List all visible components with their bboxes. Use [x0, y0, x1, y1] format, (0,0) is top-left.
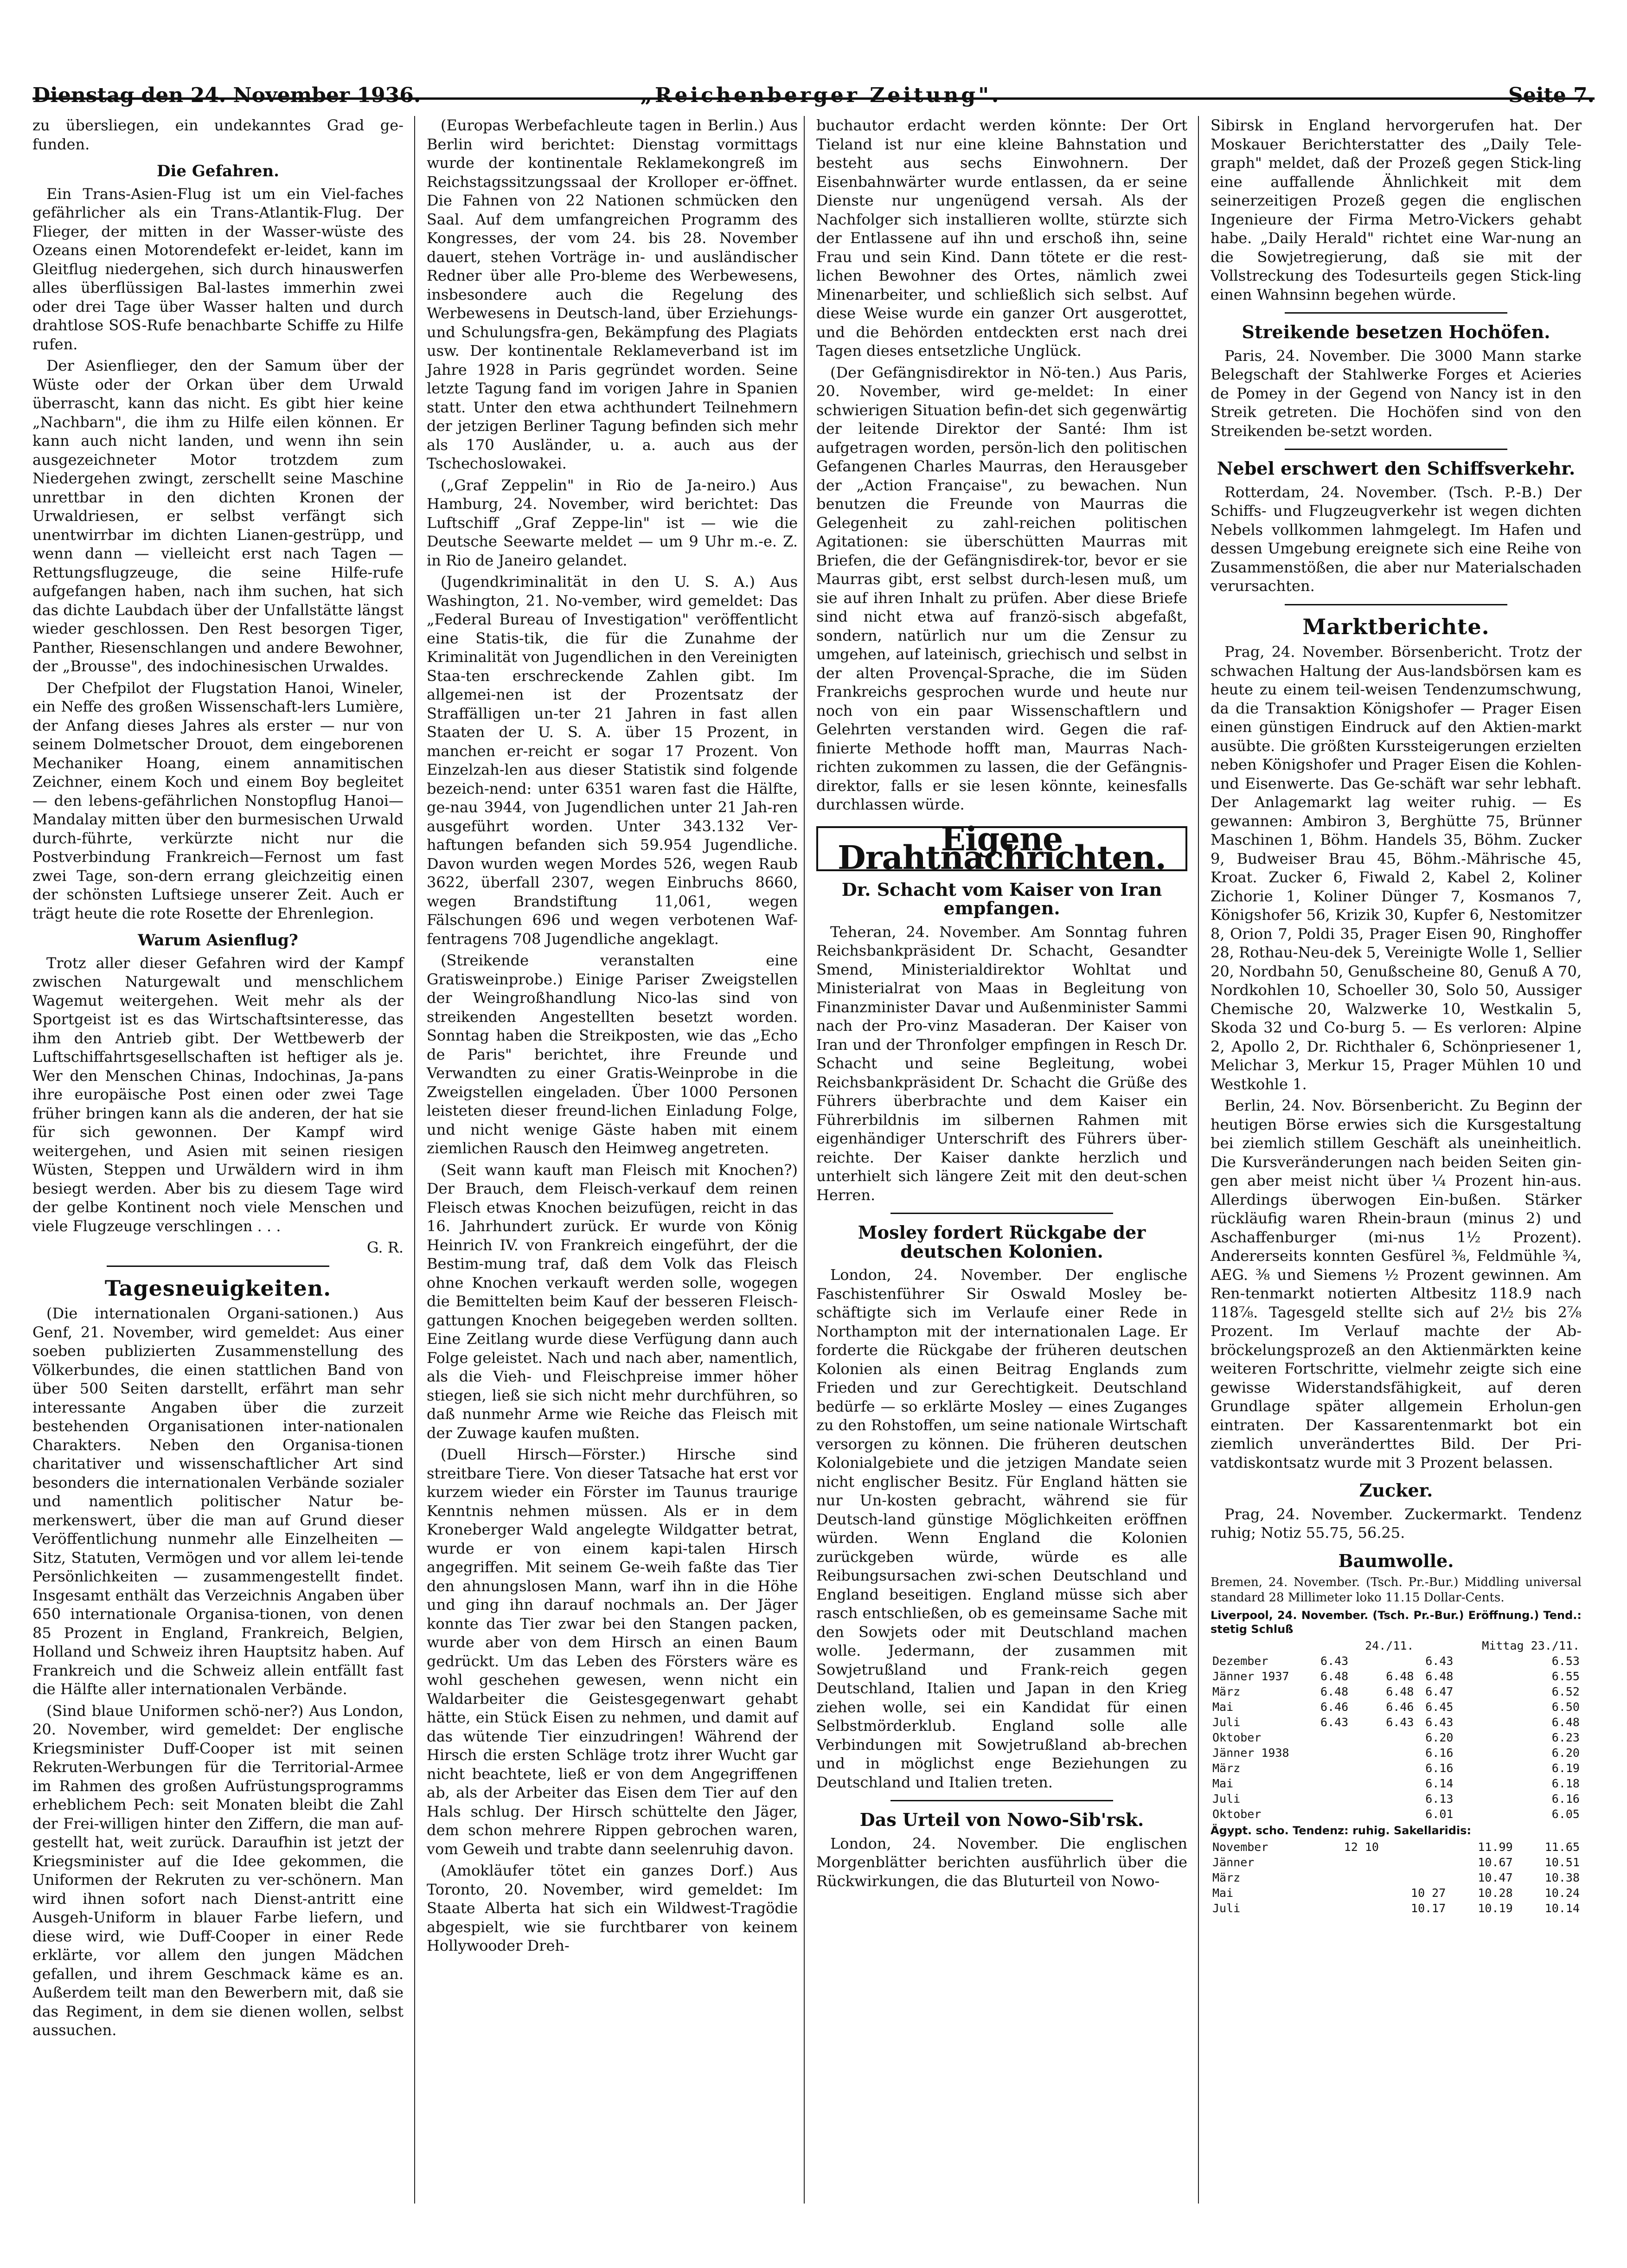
table-cell: Mai: [1212, 1886, 1234, 1900]
table-cell: 6.50: [1551, 1700, 1580, 1714]
column-rule: [414, 116, 415, 2204]
table-cell: 6.16: [1425, 1761, 1454, 1775]
table-row: [1211, 1684, 1582, 1699]
table-cell: 6.48: [1320, 1685, 1349, 1698]
separator: [1285, 604, 1507, 605]
news-item: Teheran, 24. November. Am Sonntag fuhren Reichsbankpräsident Dr. Schacht, Gesandter Smend, Ministerialdirektor Wohltat und Ministerialrat von Maas in Begleitung von Finanzminister Davar und Außenminister Sammi nach der Pro-vinz Masaderan. Der Kaiser von Iran und der Thronfolger empfingen in Resch Dr. Schacht und seine Begleitung, wobei Reichsbankpräsident Dr. Schacht die Grüße des Führers überbrachte und dem Kaiser ein Führerbildnis im silbernen Rahmen mit eigenhändiger Unterschrift des Führers über-reichte. Der Kaiser dankte herzlich und unterhielt sich längere Zeit mit den deut-schen Herren.: [816, 923, 1187, 1204]
table-row: [1211, 1653, 1582, 1669]
table-cell: 6.52: [1551, 1685, 1580, 1698]
table-cell: [1350, 1806, 1416, 1822]
table-cell: [1311, 1806, 1350, 1822]
table-cell: Oktober: [1212, 1807, 1262, 1821]
table-cell: 10.51: [1544, 1856, 1580, 1869]
table-cell: März: [1212, 1871, 1241, 1884]
column-4: [1211, 116, 1582, 1916]
table-cell: Dezember: [1212, 1654, 1268, 1668]
table-cell: [1350, 1791, 1416, 1806]
table-cell: Jänner: [1212, 1856, 1255, 1869]
table-row: [1211, 1855, 1582, 1870]
table-cell: [1350, 1745, 1416, 1760]
liverpool-table: [1211, 1638, 1582, 1822]
table-cell: 6.46: [1386, 1700, 1414, 1714]
table-cell: Juli: [1212, 1902, 1241, 1915]
section-title: Eigene Drahtnachrichten.: [816, 826, 1187, 871]
table-row: [1211, 1839, 1582, 1855]
table-cell: 11.65: [1544, 1840, 1580, 1854]
table-cell: 10.38: [1544, 1871, 1580, 1884]
table-cell: [1311, 1745, 1350, 1760]
column-rule: [804, 116, 805, 2204]
table-cell: März: [1212, 1761, 1241, 1775]
table-cell: 10.47: [1478, 1871, 1513, 1884]
table-cell: [1314, 1855, 1381, 1870]
table-cell: 10.17: [1411, 1902, 1446, 1915]
table-cell: 11.99: [1478, 1840, 1513, 1854]
section-title: Tagesneuigkeiten.: [104, 1275, 332, 1301]
table-header-cell: [1311, 1638, 1350, 1653]
table-cell: [1350, 1776, 1416, 1791]
market-report: Prag, 24. November. Zuckermarkt. Tendenz ruhig; Notiz 55.75, 56.25.: [1211, 1505, 1582, 1542]
news-item: London, 24. November. Die englischen Morgenblätter berichten ausführlich über die Rückwirkungen, die das Bluturteil von Nowo-: [816, 1834, 1187, 1890]
table-cell: 10.67: [1478, 1856, 1513, 1869]
table-cell: [1350, 1730, 1416, 1745]
table-cell: Oktober: [1212, 1731, 1262, 1744]
article-paragraph: Trotz aller dieser Gefahren wird der Kampf zwischen Naturgewalt und menschlichem Wagemut weitergehen. Weit mehr als der Sportgeist ist es das Wirtschaftsinteresse, das ihm den Antrieb gibt. Der Wettbewerb der Luftschiffahrtsgesellschaften ist heftiger als je. Wer den Menschen Chinas, Indochinas, Ja-pans ihre europäische Post einen oder zwei Tage früher bringen kann als die anderen, der hat sie für sich gewonnen. Der Kampf wird weitergehen, und Asien mit seinen riesigen Wüsten, Steppen und Urwäldern wird in ihm besiegt werden. Aber bis zu diesem Tage wird der gelbe Kontinent noch viele Menschen und viele Flugzeuge verschlingen . . .: [32, 954, 404, 1235]
table-cell: 6.20: [1425, 1731, 1454, 1744]
table-row: [1211, 1715, 1582, 1730]
table-cell: 6.45: [1425, 1700, 1454, 1714]
article-paragraph: Der Asienflieger, den der Samum über der Wüste oder der Orkan über dem Urwald überrascht, kann das nicht. Es gibt hier keine „Nachbarn", die ihm zu Hilfe eilen können. Er kann auch nicht landen, und wenn ihn sein ausgezeichneter Motor trotzdem zum Niedergehen zwingt, zerschellt seine Maschine unrettbar in den dichten Kronen der Urwaldriesen, er selbst verfängt sich unentwirrbar im dichten Lianen-gestrüpp, und wenn dann — vielleicht erst nach Tagen — Rettungsflugzeuge, die seine Hilfe-rufe aufgefangen haben, nach ihm suchen, hat sich das dichte Laubdach über der Unfallstätte längst wieder geschlossen. Den Rest besorgen Tiger, Panther, Riesenschlangen und andere Bewohner, der „Brousse", des indochinesischen Urwaldes.: [32, 357, 404, 675]
news-item: Rotterdam, 24. November. (Tsch. P.-B.) Der Schiffs- und Flugzeugverkehr ist wegen dichten Nebels vollkommen lahmgelegt. Im Hafen und dessen Umgebung ereignete sich eine Reihe von Zusammenstößen, die aber nur Materialschaden verursachten.: [1211, 483, 1582, 595]
market-report: Berlin, 24. Nov. Börsenbericht. Zu Beginn der heutigen Börse erwies sich die Kursgestaltung bei ziemlich stillem Geschäft als uneinheitlich. Die Kursveränderungen nach beiden Seiten gin-gen aber meist nicht über ¼ Prozent hin-aus. Allerdings überwogen Ein-bußen. Stärker rückläufig waren Rhein-braun (minus 2) und Aschaffenburger (mi-nus 1½ Prozent). Andererseits konnten Gesfürel ⅜, Feldmühle ¾, AEG. ⅜ und Siemens ½ Prozent gewinnen. Am Ren-tenmarkt notierten Altbesitz 118.9 nach 118⅞. Tagesgeld stellte sich auf 2½ bis 2⅞ Prozent. Im Verlauf machte der Ab-bröckelungsprozeß an den Aktienmärkten keine weiteren Fortschritte, vielmehr zeigte sich eine gewisse Widerstandsfähigkeit, auf deren Grundlage später allgemein Erholun-gen eintraten. Der Kassarentenmarkt bot ein ziemlich unveränderttes Bild. Der Pri-vatdiskontsatz wurde mit 3 Prozent belassen.: [1211, 1097, 1582, 1471]
news-item: (Amokläufer tötet ein ganzes Dorf.) Aus Toronto, 20. November, wird gemeldet: Im Staate Alberta hat sich ein Wildwest-Tragödie abgespielt, wie sie furchtbarer von keinem Hollywooder Dreh-: [427, 1862, 798, 1954]
header-page-number: Seite 7.: [1508, 84, 1595, 107]
separator: [107, 1266, 329, 1267]
table-cell: 6.16: [1551, 1792, 1580, 1805]
table-cell: Juli: [1212, 1715, 1241, 1729]
section-heading: Die Gefahren.: [156, 162, 279, 180]
table-header-cell: 24./11.: [1365, 1639, 1414, 1652]
table-cell: 6.48: [1386, 1685, 1414, 1698]
table-cell: 6.53: [1551, 1654, 1580, 1668]
table-row: [1211, 1745, 1582, 1760]
table-cell: Mai: [1212, 1777, 1234, 1790]
table-cell: [1311, 1730, 1350, 1745]
table-cell: [1381, 1855, 1448, 1870]
news-item: Sibirsk in England hervorgerufen hat. Der Moskauer Berichterstatter des „Daily Tele-graph" meldet, daß der Prozeß gegen Stick-ling eine auffallende Ähnlichkeit mit dem seinerzeitigen Prozeß gegen die englischen Ingenieure der Firma Metro-Vickers gehabt habe. „Daily Herald" richtet eine War-nung an die Sowjetregierung, daß sie mit der Vollstreckung des Todesurteils gegen Stick-ling einen Wahnsinn begehen würde.: [1211, 116, 1582, 303]
newspaper-page: [32, 28, 1595, 2241]
table-cell: Jänner 1938: [1212, 1746, 1289, 1760]
article-paragraph: Ein Trans-Asien-Flug ist um ein Viel-faches gefährlicher als ein Trans-Atlantik-Flug. Der Flieger, der mitten in der Wasser-wüste des Ozeans einen Motorendefekt er-leidet, kann im Gleitflug niedergehen, sich durch hinauswerfen alles überflüssigen Bal-lastes immerhin zwei oder drei Tage über Wasser halten und durch drahtlose SOS-Rufe benachbarte Schiffe zu Hilfe rufen.: [32, 185, 404, 353]
table-caption: Liverpool, 24. November. (Tsch. Pr.-Bur.) Eröffnung.) Tend.: stetig Schluß: [1211, 1609, 1582, 1636]
news-item: (Duell Hirsch—Förster.) Hirsche sind streitbare Tiere. Von dieser Tatsache hat erst vor kurzem wieder ein Förster im Taunus traurige Kenntnis nehmen müssen. Als er in dem Kroneberger Wald angelegte Wildgatter betrat, wurde er von einem kapi-talen Hirsch angegriffen. Mit seinem Ge-weih faßte das Tier den ahnungslosen Mann, warf ihn in die Höhe und ging ihn darauf nochmals an. Der Jäger konnte das Tier zwar bei den Stangen packen, wurde aber von dem Hirsch an einen Baum gedrückt. Um das Leben des Försters wäre es wohl geschehen gewesen, wenn nicht ein Waldarbeiter die Geistesgegenwart gehabt hätte, ein Stück Eisen zu nehmen, und damit auf das wütende Tier einzudringen! Während der Hirsch die ersten Schläge trotz ihrer Wucht gar nicht beachtete, ließ er von dem Angegriffenen ab, als der Arbeiter das Eisen dem Tier auf den Hals schlug. Der Hirsch schüttelte den Jäger, dem schon mehrere Rippen gebrochen waren, vom Geweih und trabte dann seelenruhig davon.: [427, 1446, 798, 1858]
separator: [890, 1800, 1113, 1801]
separator: [1285, 449, 1507, 450]
table-cell: 6.05: [1551, 1807, 1580, 1821]
table-cell: 6.47: [1425, 1685, 1454, 1698]
table-header-cell: Mittag 23./11.: [1482, 1639, 1580, 1652]
headline: Das Urteil von Nowo-Sib'rsk.: [859, 1809, 1144, 1830]
news-item: (Europas Werbefachleute tagen in Berlin.) Aus Berlin wird berichtet: Dienstag vormittags wurde der kontinentale Reklamekongreß im Reichstagssitzungssaal der Krolloper er-öffnet. Die Fahnen von 22 Nationen schmücken den Saal. Auf dem umfangreichen Programm des Kongresses, der vom 24. bis 28. November dauert, stehen Vorträge in- und ausländischer Redner über alle Pro-bleme des Werbewesens, insbesondere auch die Regelung des Werbewesens in Deutsch-land, über Erziehungs- und Schulungsfra-gen, Bekämpfung des Plagiats usw. Der kontinentale Reklameverband ist im Jahre 1928 in Paris gegründet worden. Seine letzte Tagung fand im vorigen Jahre in Spanien statt. Unter den etwa achthundert Teilnehmern der jetzigen Berliner Tagung befinden sich mehr als 170 Ausländer, u. a. auch aus der Tschechoslowakei.: [427, 116, 798, 472]
table-cell: 10.28: [1478, 1886, 1513, 1900]
table-cell: 6.43: [1320, 1654, 1349, 1668]
table-cell: [1311, 1760, 1350, 1776]
table-row: [1211, 1669, 1582, 1684]
table-cell: 10.14: [1544, 1902, 1580, 1915]
table-cell: [1314, 1901, 1381, 1916]
table-caption: Ägypt. scho. Tendenz: ruhig. Sakellaridis:: [1211, 1824, 1472, 1837]
author-signature: G. R.: [366, 1239, 404, 1256]
table-cell: 6.19: [1551, 1761, 1580, 1775]
table-cell: 6.46: [1320, 1700, 1349, 1714]
table-row: [1211, 1730, 1582, 1745]
egypt-table: [1211, 1839, 1582, 1916]
column-3: [816, 116, 1187, 1893]
headline: Dr. Schacht vom Kaiser von Iran empfangen.: [841, 879, 1162, 919]
section-heading: Warum Asienflug?: [138, 931, 298, 950]
table-row: [1211, 1870, 1582, 1885]
news-item: (Die internationalen Organi-sationen.) Aus Genf, 21. November, wird gemeldet: Aus einer soeben publizierten Zusammenstellung des Völkerbundes, die einen stattlichen Band von über 500 Seiten darstellt, erfährt man sehr interessante Angaben über die zurzeit bestehenden Organisationen inter-nationalen Charakters. Neben den Organisa-tionen charitativer und wissenschaftlicher Art sind besonders die internationalen Verbände sozialer und namentlich politischer Natur be-merkenswert, über die man auf Grund dieser Veröffentlichung nunmehr alle Einzelheiten — Sitz, Statuten, Vermögen und vor allem lei-tende Persönlichkeiten — zusammengestellt findet. Insgesamt enthält das Verzeichnis Angaben über 650 internationale Organisa-tionen, von denen 85 Prozent in England, Frankreich, Belgien, Holland und Schweiz ihren Hauptsitz haben. Auf Frankreich und die Schweiz allein entfällt fast die Hälfte aller internationalen Verbände.: [32, 1304, 404, 1698]
table-cell: 6.48: [1425, 1670, 1454, 1683]
news-item: (Der Gefängnisdirektor in Nö-ten.) Aus Paris, 20. November, wird ge-meldet: In einer schwierigen Situation befin-det sich gegenwärtig der leitende Direktor der Santé: Ihm ist aufgetragen worden, persön-lich den politischen Gefangenen Charles Maurras, den Herausgeber der „Action Française", zu bewachen. Nun benutzen die Freunde von Maurras die Gelegenheit zu zahl-reichen politischen Agitationen: sie überschütten Maurras mit Briefen, die der Gefängnisdirek-tor, bevor er sie Maurras gibt, erst selbst durch-lesen muß, um sie auf ihren Inhalt zu prüfen. Aber diese Briefe sind nicht etwa auf franzö-sisch abgefaßt, sondern, natürlich nur um die Zensur zu umgehen, auf lateinisch, griechisch und selbst in der alten Provençal-Sprache, die im Süden Frankreichs gesprochen wurde und heute nur noch von ein paar Wissenschaftlern und Gelehrten verstanden wird. Gegen die raf-finierte Methode hofft man, Maurras Nach-richten zukommen zu lassen, die der Gefängnis-direktor, falls er sie lesen könnte, keinesfalls durchlassen würde.: [816, 363, 1187, 813]
table-cell: [1314, 1885, 1381, 1901]
market-report: Prag, 24. November. Börsenbericht. Trotz der schwachen Haltung der Aus-landsbörsen kam es heute zu einem teil-weisen Tendenzumschwung, da die Transaktion Königshofer — Prager Eisen einen günstigen Eindruck auf den Aktien-markt ausübte. Die größten Kurssteigerungen erzielten neben Königshofer und Prager Eisen die Kohlen- und Eisenwerte. Das Ge-schäft war sehr lebhaft. Der Anlagemarkt lag weiter ruhig. — Es gewannen: Ambiron 3, Berghütte 75, Brünner Maschinen 1, Böhm. Handels 35, Böhm. Zucker 9, Budweiser Brau 45, Böhm.-Mährische 45, Kroat. Zucker 6, Fiwald 2, Kabel 2, Koliner Zichorie 1, Koliner Dünger 7, Kosmanos 7, Königshofer 56, Krizik 30, Kupfer 6, Nestomitzer 8, Orion 7, Poldi 35, Prager Eisen 90, Ringhoffer 28, Rothau-Neu-dek 5, Vereinigte Wolle 1, Sellier 20, Nordbahn 50, Genußscheine 80, Genuß A 70, Nordkohlen 10, Schoeller 30, Solo 50, Aussiger Chemische 20, Walzwerke 10, Westkalin 5, Skoda 32 und Co-burg 5. — Es verloren: Alpine 2, Apollo 2, Dr. Richthaler 6, Schönpriesener 1, Melichar 3, Merkur 15, Prager Mühlen 10 und Westkohle 1.: [1211, 643, 1582, 1093]
header-title: „Reichenberger Zeitung".: [640, 84, 1002, 107]
table-header-row: [1211, 1638, 1582, 1653]
table-cell: [1350, 1653, 1416, 1669]
separator: [1285, 312, 1507, 314]
article-paragraph: Der Chefpilot der Flugstation Hanoi, Wineler, ein Neffe des großen Wissenschaft-lers Lumière, der Anfang dieses Jahres als erster — nur von seinem Dolmetscher Drouot, dem eingeborenen Mechaniker Hoang, einem annamitischen Zeichner, einem Koch und einem Boy begleitet — den lebens-gefährlichen Nonstopflug Hanoi—Mandalay mitten über den burmesischen Urwald durch-führte, verkürzte nicht nur die Postverbindung Frankreich—Fernost um fast zwei Tage, son-dern errang gleichzeitig einen der schönsten Luftsiege unserer Zeit. Auch er trägt heute die rote Rosette der Ehrenlegion.: [32, 679, 404, 922]
table-row: [1211, 1806, 1582, 1822]
table-cell: [1381, 1839, 1448, 1855]
news-item: Paris, 24. November. Die 3000 Mann starke Belegschaft der Stahlwerke Forges et Acieries de Pomey in der Gegend von Nancy ist in den Streik getreten. Die Hochöfen sind von den Streikenden be-setzt worden.: [1211, 347, 1582, 440]
table-cell: 10.24: [1544, 1886, 1580, 1900]
table-row: [1211, 1885, 1582, 1901]
headline: Baumwolle.: [1338, 1550, 1454, 1571]
table-cell: 6.01: [1425, 1807, 1454, 1821]
section-title: Marktberichte.: [1302, 614, 1490, 639]
table-cell: 6.18: [1551, 1777, 1580, 1790]
table-cell: 6.43: [1425, 1715, 1454, 1729]
table-cell: Jänner 1937: [1212, 1670, 1289, 1683]
table-cell: [1311, 1791, 1350, 1806]
table-cell: 10.19: [1478, 1902, 1513, 1915]
headline: Zucker.: [1359, 1480, 1433, 1501]
header-date: Dienstag den 24. November 1936.: [32, 84, 421, 107]
news-item: (Sind blaue Uniformen schö-ner?) Aus London, 20. November, wird gemeldet: Der englische Kriegsminister Duff-Cooper ist mit seinen Rekruten-Werbungen für die Territorial-Armee im Rahmen des großen Aufrüstungsprogramms erheblichem Pech: seit Monaten bleibt die Zahl der Frei-willigen hinter den Ziffern, die man auf-gestellt hat, weit zurück. Daraufhin ist jetzt der Kriegsminister auf die Idee gekommen, die Uniformen der Rekruten zu ver-schönern. Man wird ihnen sofort nach Dienst-antritt eine Ausgeh-Uniform in blauer Farbe liefern, und diese wird, wie Duff-Cooper in einer Rede erklärte, vor allem den jungen Mädchen gefallen, und ihrem Geschmack käme es an. Außerdem teilt man den Bewerbern mit, daß sie das Regiment, in dem sie dienen wollen, selbst aussuchen.: [32, 1702, 404, 2039]
table-cell: 10 27: [1411, 1886, 1446, 1900]
table-cell: [1314, 1870, 1381, 1885]
news-item: buchautor erdacht werden könnte: Der Ort Tieland ist nur eine kleine Bahnstation und besteht aus sechs Einwohnern. Der Eisenbahnwärter wurde entlassen, da er seine Dienste nur ungenügend versah. Als der Nachfolger sich installieren wollte, stürzte sich der Entlassene auf ihn und erschoß ihn, seine Frau und sein Kind. Dann tötete er die rest-lichen Bewohner des Ortes, nämlich zwei Minenarbeiter, und schließlich sich selbst. Auf diese Weise wurde ein ganzer Ort ausgerottet, und die Behörden entdeckten erst nach drei Tagen dieses entsetzliche Unglück.: [816, 116, 1187, 360]
news-item: („Graf Zeppelin" in Rio de Ja-neiro.) Aus Hamburg, 24. November, wird berichtet: Das Luftschiff „Graf Zeppe-lin" ist — wie die Deutsche Seewarte meldet — um 9 Uhr m.-e. Z. in Rio de Janeiro gelandet.: [427, 476, 798, 569]
table-cell: November: [1212, 1840, 1268, 1854]
table-cell: 6.43: [1386, 1715, 1414, 1729]
table-cell: 6.43: [1425, 1654, 1454, 1668]
table-cell: [1381, 1870, 1448, 1885]
news-item: (Jugendkriminalität in den U. S. A.) Aus Washington, 21. No-vember, wird gemeldet: Das „Federal Bureau of Investigation" veröffentlicht eine Statis-tik, die für die Zunahme der Kriminalität von Jugendlichen in den Vereinigten Staa-ten erschreckende Zahlen gibt. Im allgemei-nen ist der Prozentsatz der Straffälligen un-ter 21 Jahren in fast allen Staaten der U. S. A. über 15 Prozent, in manchen er-reicht er sogar 17 Prozent. Von Einzelzah-len aus dieser Statistik sind folgende bezeich-nend: unter 6351 waren fast die Hälfte, ge-nau 3944, von Jugendlichen unter 21 Jah-ren ausgeführt worden. Unter 343.132 Ver-haftungen befanden sich 59.954 Jugendliche. Davon wurden wegen Mordes 526, wegen Raub 3622, überfall 2307, wegen Einbruchs 8660, wegen Brandstiftung 11,061, wegen Fälschungen 696 und wegen verbotenen Waf-fentragens 708 Jugendliche angeklagt.: [427, 573, 798, 948]
column-2: [427, 116, 798, 1958]
table-cell: Juli: [1212, 1792, 1241, 1805]
table-cell: 6.48: [1551, 1715, 1580, 1729]
table-cell: 6.48: [1320, 1670, 1349, 1683]
market-report: Bremen, 24. November. (Tsch. Pr.-Bur.) Middling universal standard 28 Millimeter loko 11.15 Dollar-Cents.: [1211, 1575, 1582, 1605]
page-header: [32, 28, 1595, 107]
table-row: [1211, 1901, 1582, 1916]
table-cell: März: [1212, 1685, 1241, 1698]
news-item: (Seit wann kauft man Fleisch mit Knochen?) Der Brauch, dem Fleisch-verkauf dem reinen Fleisch etwas Knochen beizufügen, reicht in das 16. Jahrhundert zurück. Er wurde von König Heinrich IV. von Frankreich eingeführt, der die Bestim-mung traf, daß dem Volk das Fleisch ohne Knochen verkauft werden solle, wogegen die Bemittelten beim Kauf der besseren Fleisch-gattungen Knochen beigegeben werden sollten. Eine Zeitlang wurde diese Verfügung dann auch Folge geleistet. Nach und nach aber, namentlich, als die Vieh- und Fleischpreise immer höher stiegen, ließ sie sich nicht mehr durchführen, so daß nunmehr Arme wie Reiche das Fleisch mit der Zuwage kaufen mußten.: [427, 1161, 798, 1442]
headline: Streikende besetzen Hochöfen.: [1242, 321, 1550, 342]
separator: [890, 1213, 1113, 1214]
headline: Mosley fordert Rückgabe der deutschen Kolonien.: [858, 1222, 1146, 1262]
table-cell: 6.20: [1551, 1746, 1580, 1760]
table-row: [1211, 1760, 1582, 1776]
table-cell: 6.16: [1425, 1746, 1454, 1760]
table-cell: 6.13: [1425, 1792, 1454, 1805]
news-item: (Streikende veranstalten eine Gratisweinprobe.) Einige Pariser Zweigstellen der Weingroßhandlung Nico-las sind von streikenden Angestellten besetzt worden. Sonntag haben die Streikposten, wie das „Echo de Paris" berichtet, ihre Freunde und Verwandten zu einer Gratis-Weinprobe in die Zweigstellen eingeladen. Über 1000 Personen leisteten dieser freund-lichen Einladung Folge, und nicht wenige Gäste haben mit einem ziemlichen Rausch den Heimweg angetreten.: [427, 951, 798, 1157]
table-cell: 6.43: [1320, 1715, 1349, 1729]
table-cell: [1311, 1776, 1350, 1791]
table-header-cell: [1416, 1638, 1455, 1653]
table-cell: 6.23: [1551, 1731, 1580, 1744]
table-header-cell: [1211, 1638, 1311, 1653]
table-row: [1211, 1776, 1582, 1791]
headline: Nebel erschwert den Schiffsverkehr.: [1217, 458, 1576, 479]
news-item: London, 24. November. Der englische Faschistenführer Sir Oswald Mosley be-schäftigte sich im Verlaufe einer Rede in Northampton mit der internationalen Lage. Er forderte die Rückgabe der früheren deutschen Kolonien als einen Beitrag Englands zum Frieden und zur Gerechtigkeit. Deutschland bedürfe — so erklärte Mosley — eines Zuganges zu den Rohstoffen, um seine nationale Wirtschaft versorgen zu können. Die früheren deutschen Kolonialgebiete und die jetzigen Mandate seien nicht englischer Besitz. Für England hätten sie nur Un-kosten gebracht, während sie für Deutsch-land günstige Möglichkeiten eröffnen würden. Wenn England die Kolonien zurückgeben würde, würde es alle Reibungsursachen zwi-schen Deutschland und England beseitigen. England müsse sich aber rasch entschließen, ob es gemeinsame Sache mit den Sowjets oder mit Deutschland machen wolle. Jedermann, der zusammen mit Sowjetrußland und Frank-reich gegen Deutschland, Italien und Japan in den Krieg ziehen wolle, sei ein Kandidat für einen Selbstmörderklub. England solle alle Verbindungen mit Sowjetrußland ab-brechen und in möglichst enge Beziehungen zu Deutschland und Italien treten.: [816, 1266, 1187, 1791]
table-cell: Mai: [1212, 1700, 1234, 1714]
table-cell: 6.48: [1386, 1670, 1414, 1683]
table-row: [1211, 1791, 1582, 1806]
table-cell: 6.55: [1551, 1670, 1580, 1683]
table-cell: [1350, 1760, 1416, 1776]
column-1: [32, 116, 404, 2043]
column-rule: [1198, 116, 1199, 2204]
table-cell: 6.14: [1425, 1777, 1454, 1790]
table-cell: 12 10: [1344, 1840, 1379, 1854]
article-paragraph: zu übersliegen, ein undekanntes Grad ge-funden.: [32, 116, 404, 153]
table-row: [1211, 1699, 1582, 1715]
